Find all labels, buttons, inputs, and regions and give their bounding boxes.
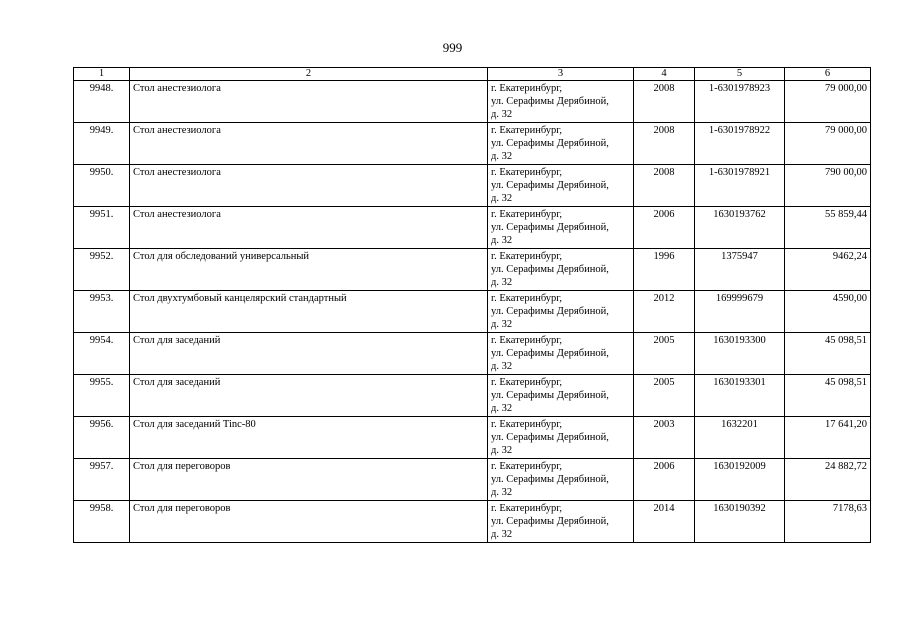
address-line: д. 32 [491,403,513,414]
address-line: ул. Серафимы Дерябиной, [491,348,609,359]
row-number: 9956. [74,417,130,459]
item-name: Стол для переговоров [130,459,488,501]
row-number: 9958. [74,501,130,543]
item-year: 2005 [634,375,695,417]
inventory-number: 1630190392 [695,501,785,543]
address-line: г. Екатеринбург, [491,503,563,514]
address-line: д. 32 [491,445,513,456]
item-year: 2005 [634,333,695,375]
inventory-number: 1-6301978922 [695,123,785,165]
item-cost: 55 859,44 [785,207,871,249]
item-year: 2006 [634,207,695,249]
address-line: д. 32 [491,529,513,540]
item-year: 2012 [634,291,695,333]
item-cost: 79 000,00 [785,123,871,165]
address-line: г. Екатеринбург, [491,83,563,94]
page-number: 999 [442,40,463,55]
address-line: г. Екатеринбург, [491,125,563,136]
inventory-number: 1630193301 [695,375,785,417]
address-line: д. 32 [491,319,513,330]
register-body [74,81,871,543]
row-number: 9950. [74,165,130,207]
column-header: 5 [695,68,785,81]
item-name: Стол для заседаний [130,375,488,417]
item-cost: 79 000,00 [785,81,871,123]
item-name: Стол для заседаний Tinc-80 [130,417,488,459]
address-line: ул. Серафимы Дерябиной, [491,474,609,485]
address-line: ул. Серафимы Дерябиной, [491,222,609,233]
column-header: 4 [634,68,695,81]
item-name: Стол для обследований универсальный [130,249,488,291]
address-line: ул. Серафимы Дерябиной, [491,432,609,443]
item-address [488,375,634,417]
column-number-row [74,68,871,81]
item-cost: 45 098,51 [785,375,871,417]
inventory-number: 1375947 [695,249,785,291]
item-address [488,165,634,207]
item-address [488,333,634,375]
item-name: Стол анестезиолога [130,123,488,165]
item-address [488,501,634,543]
item-year: 2003 [634,417,695,459]
table-row [74,501,871,543]
address-line: д. 32 [491,235,513,246]
item-name: Стол для заседаний [130,333,488,375]
row-number: 9948. [74,81,130,123]
column-header: 3 [488,68,634,81]
property-register-table [73,67,871,543]
column-header: 6 [785,68,871,81]
address-line: г. Екатеринбург, [491,377,563,388]
table-row [74,459,871,501]
address-line: г. Екатеринбург, [491,419,563,430]
table-row [74,249,871,291]
item-year: 2008 [634,123,695,165]
row-number: 9957. [74,459,130,501]
item-cost: 4590,00 [785,291,871,333]
item-cost: 7178,63 [785,501,871,543]
address-line: ул. Серафимы Дерябиной, [491,390,609,401]
row-number: 9954. [74,333,130,375]
item-year: 2006 [634,459,695,501]
table-row [74,291,871,333]
inventory-number: 1630193300 [695,333,785,375]
item-address [488,123,634,165]
item-address [488,459,634,501]
address-line: ул. Серафимы Дерябиной, [491,306,609,317]
address-line: ул. Серафимы Дерябиной, [491,264,609,275]
row-number: 9955. [74,375,130,417]
address-line: д. 32 [491,277,513,288]
address-line: д. 32 [491,151,513,162]
item-year: 2008 [634,81,695,123]
address-line: ул. Серафимы Дерябиной, [491,516,609,527]
table-row [74,207,871,249]
inventory-number: 1-6301978923 [695,81,785,123]
item-address [488,417,634,459]
item-cost: 9462,24 [785,249,871,291]
column-header: 1 [74,68,130,81]
row-number: 9953. [74,291,130,333]
address-line: г. Екатеринбург, [491,461,563,472]
address-line: г. Екатеринбург, [491,293,563,304]
inventory-number: 1-6301978921 [695,165,785,207]
item-address [488,291,634,333]
address-line: ул. Серафимы Дерябиной, [491,96,609,107]
column-header: 2 [130,68,488,81]
table-row [74,81,871,123]
address-line: г. Екатеринбург, [491,335,563,346]
address-line: г. Екатеринбург, [491,209,563,220]
address-line: г. Екатеринбург, [491,167,563,178]
inventory-number: 169999679 [695,291,785,333]
address-line: ул. Серафимы Дерябиной, [491,138,609,149]
item-name: Стол анестезиолога [130,81,488,123]
inventory-number: 1630192009 [695,459,785,501]
table-row [74,165,871,207]
table-row [74,123,871,165]
table-row [74,417,871,459]
item-year: 1996 [634,249,695,291]
address-line: д. 32 [491,109,513,120]
item-cost: 24 882,72 [785,459,871,501]
address-line: д. 32 [491,193,513,204]
table-row [74,375,871,417]
item-cost: 45 098,51 [785,333,871,375]
inventory-number: 1630193762 [695,207,785,249]
row-number: 9952. [74,249,130,291]
address-line: д. 32 [491,361,513,372]
row-number: 9949. [74,123,130,165]
item-cost: 17 641,20 [785,417,871,459]
row-number: 9951. [74,207,130,249]
address-line: д. 32 [491,487,513,498]
item-cost: 790 00,00 [785,165,871,207]
address-line: г. Екатеринбург, [491,251,563,262]
table-row [74,333,871,375]
item-address [488,81,634,123]
item-name: Стол анестезиолога [130,207,488,249]
item-name: Стол для переговоров [130,501,488,543]
item-address [488,207,634,249]
inventory-number: 1632201 [695,417,785,459]
item-year: 2008 [634,165,695,207]
item-year: 2014 [634,501,695,543]
item-name: Стол двухтумбовый канцелярский стандартный [130,291,488,333]
address-line: ул. Серафимы Дерябиной, [491,180,609,191]
item-address [488,249,634,291]
item-name: Стол анестезиолога [130,165,488,207]
